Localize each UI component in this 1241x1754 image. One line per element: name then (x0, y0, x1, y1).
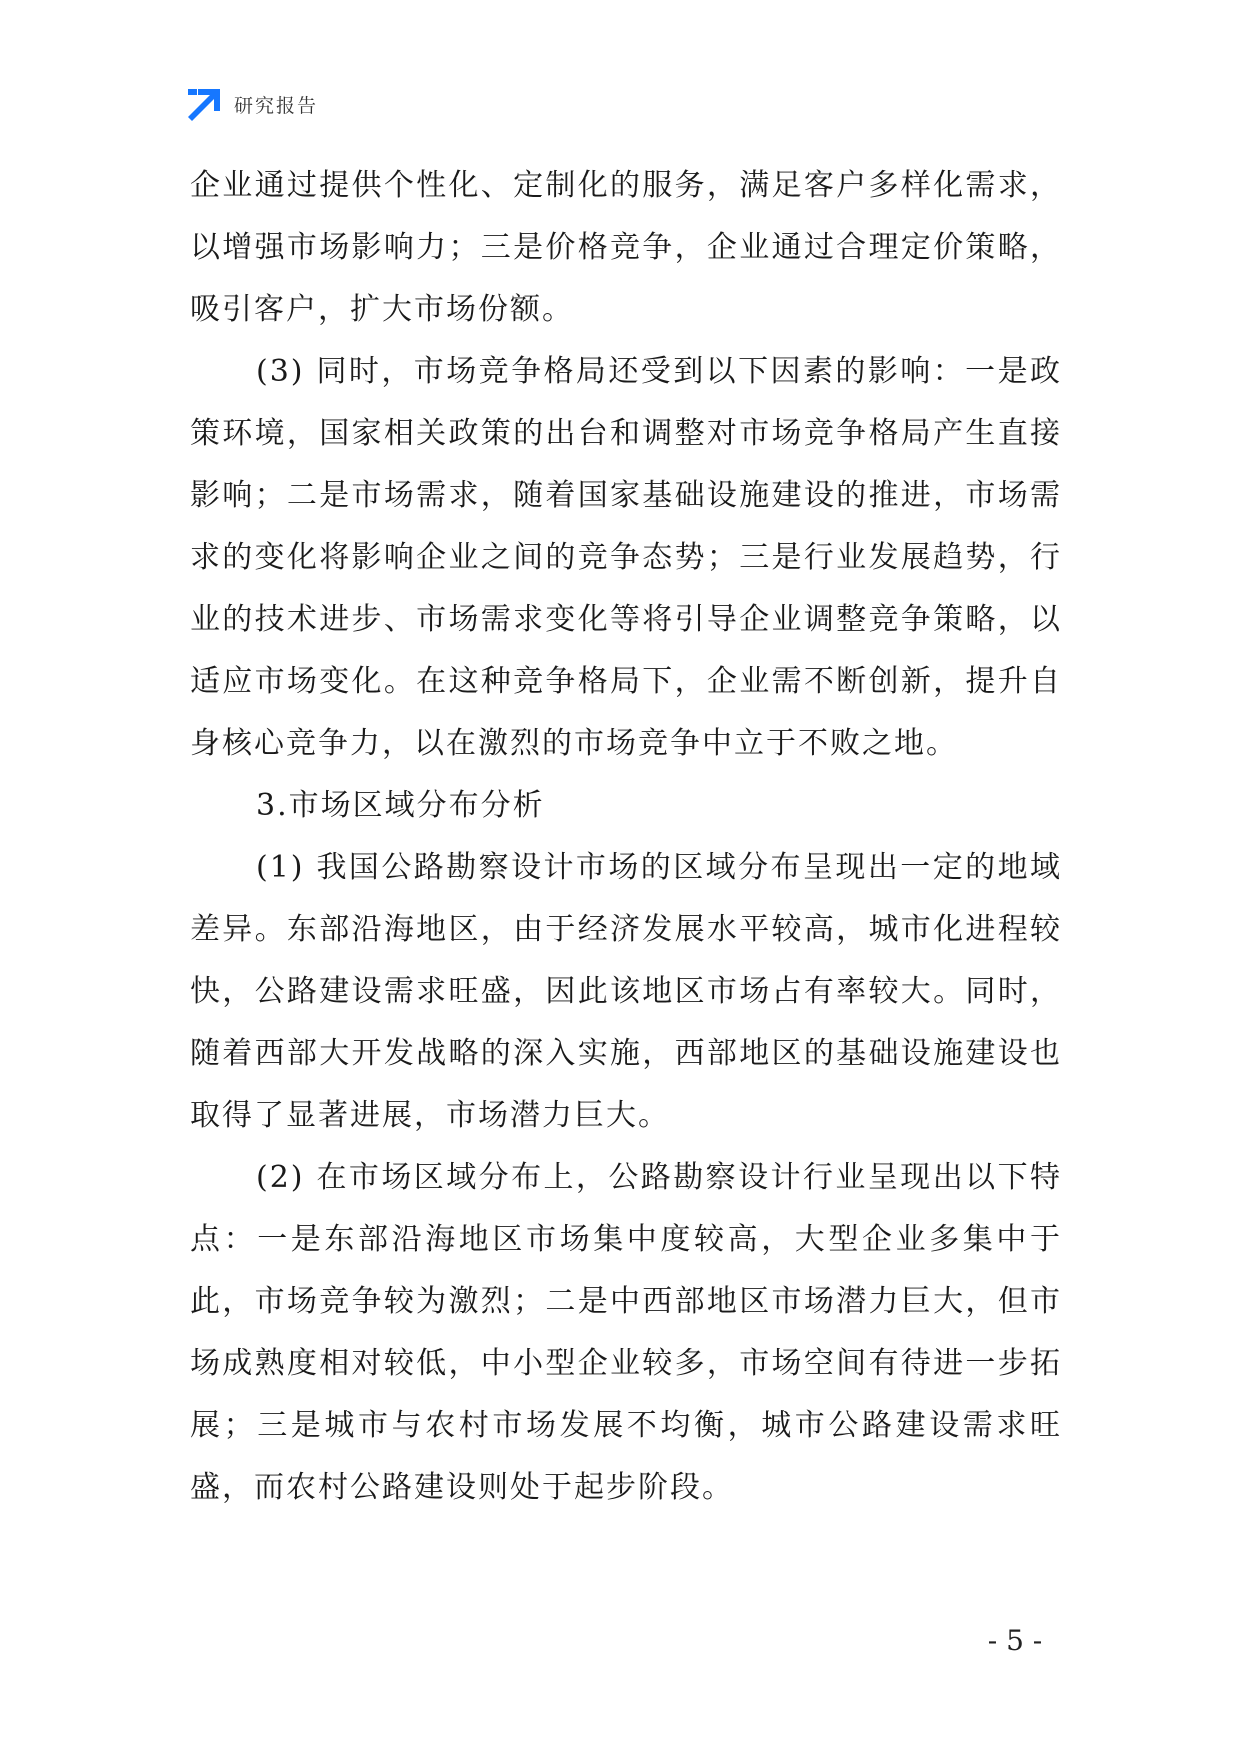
page-number: - 5 - (987, 1624, 1043, 1657)
document-body (190, 155, 1062, 1519)
header-title: 研究报告 (234, 94, 319, 117)
paragraph-continued: 企业通过提供个性化、定制化的服务，满足客户多样化需求，以增强市场影响力；三是价格竞争，企业通过合理定价策略，吸引客户，扩大市场份额。 (190, 168, 1062, 327)
paragraph-regional-difference: (1) 我国公路勘察设计市场的区域分布呈现出一定的地域差异。东部沿海地区，由于经济发展水平较高，城市化进程较快，公路建设需求旺盛，因此该地区市场占有率较大。同时，随着西部大开发战略的深入实施，西部地区的基础设施建设也取得了显著进展，市场潜力巨大。 (190, 850, 1062, 1133)
report-header (188, 86, 318, 122)
section-heading: 3.市场区域分布分析 (256, 788, 545, 823)
arrow-up-right-icon (188, 87, 222, 121)
paragraph-regional-features: (2) 在市场区域分布上，公路勘察设计行业呈现出以下特点：一是东部沿海地区市场集中度较高，大型企业多集中于此，市场竞争较为激烈；二是中西部地区市场潜力巨大，但市场成熟度相对较低，中小型企业较多，市场空间有待进一步拓展；三是城市与农村市场发展不均衡，城市公路建设需求旺盛，而农村公路建设则处于起步阶段。 (190, 1160, 1062, 1505)
paragraph-competition-factors: (3) 同时，市场竞争格局还受到以下因素的影响：一是政策环境，国家相关政策的出台和调整对市场竞争格局产生直接影响；二是市场需求，随着国家基础设施建设的推进，市场需求的变化将影响企业之间的竞争态势；三是行业发展趋势，行业的技术进步、市场需求变化等将引导企业调整竞争策略，以适应市场变化。在这种竞争格局下，企业需不断创新，提升自身核心竞争力，以在激烈的市场竞争中立于不败之地。 (190, 354, 1062, 761)
